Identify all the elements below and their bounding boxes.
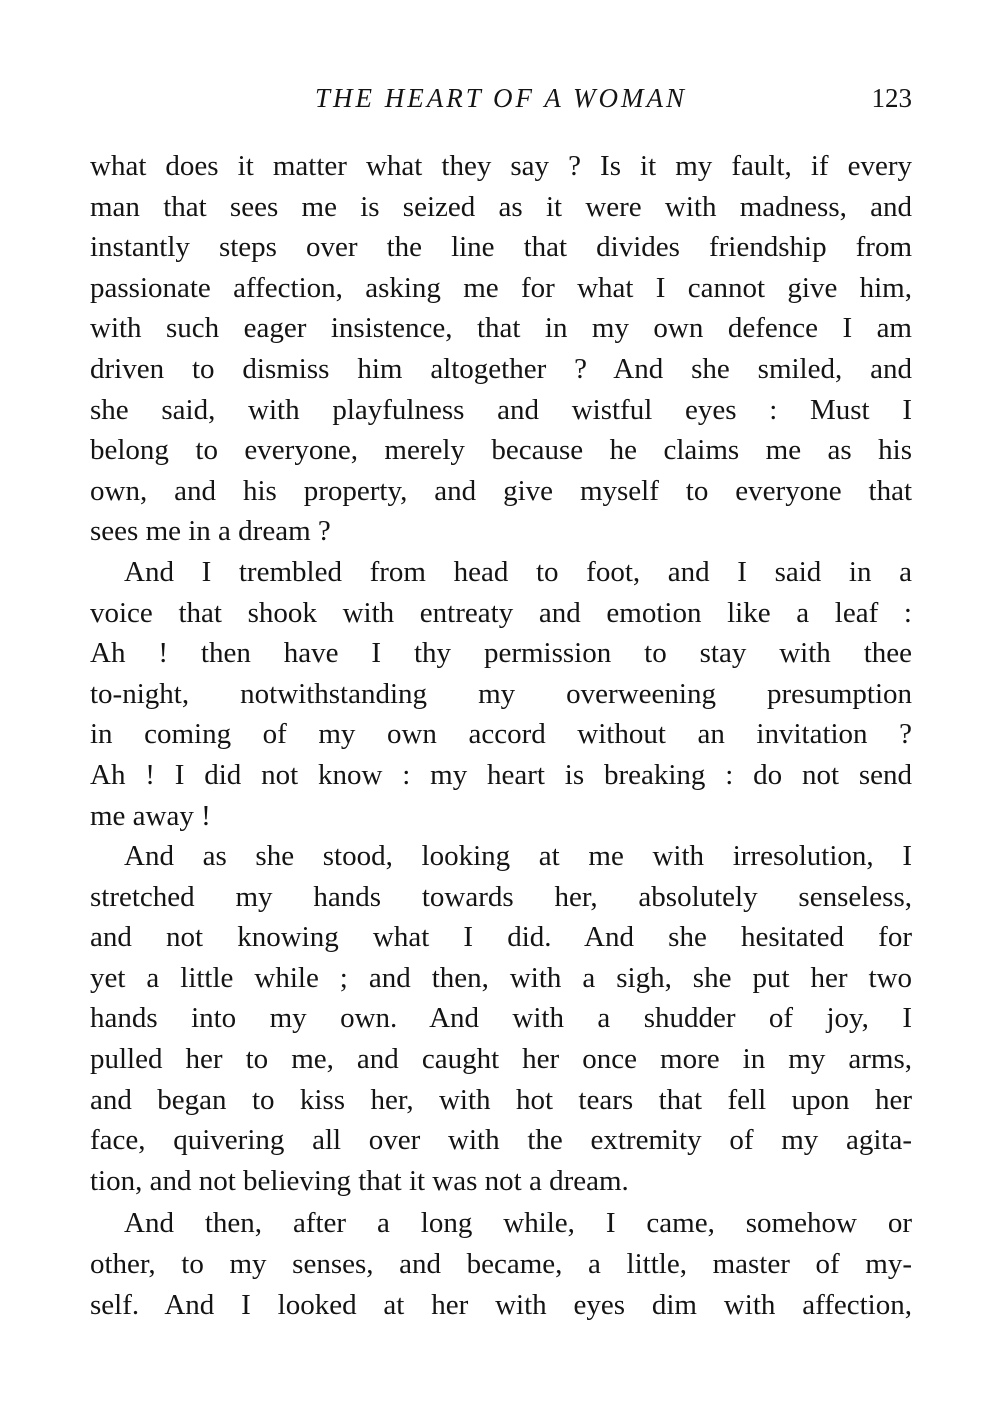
text-line: voice that shook with entreaty and emotion like a leaf :	[90, 596, 912, 629]
text-line: other, to my senses, and became, a little, master of my-	[90, 1248, 912, 1281]
text-line: tion, and not believing that it was not a dream.	[90, 1164, 629, 1197]
paragraph-2	[90, 552, 912, 836]
text-line: instantly steps over the line that divides friendship from	[90, 231, 912, 264]
text-line: sees me in a dream ?	[90, 515, 331, 548]
text-line: yet a little while ; and then, with a sigh, she put her two	[90, 961, 912, 994]
text-line: And as she stood, looking at me with irresolution, I	[124, 840, 912, 873]
text-line: And then, after a long while, I came, somehow or	[124, 1207, 912, 1240]
text-line: self. And I looked at her with eyes dim with affection,	[90, 1288, 912, 1321]
text-line: passionate affection, asking me for what I cannot give him,	[90, 271, 912, 304]
text-line: own, and his property, and give myself to everyone that	[90, 474, 912, 507]
page-number: 123	[871, 83, 912, 113]
paragraph-4	[90, 1203, 912, 1325]
text-line: man that sees me is seized as it were with madness, and	[90, 190, 912, 223]
text-line: with such eager insistence, that in my own defence I am	[90, 312, 912, 345]
text-line: she said, with playfulness and wistful eyes : Must I	[90, 393, 912, 426]
text-line: what does it matter what they say ? Is it my fault, if every	[90, 150, 912, 182]
running-head	[90, 78, 912, 118]
paragraph-1	[90, 146, 912, 552]
text-line: and began to kiss her, with hot tears that fell upon her	[90, 1083, 912, 1116]
text-line: And I trembled from head to foot, and I said in a	[124, 555, 912, 588]
text-line: pulled her to me, and caught her once more in my arms,	[90, 1043, 912, 1076]
text-line: Ah ! I did not know : my heart is breaking : do not send	[90, 758, 912, 791]
text-line: and not knowing what I did. And she hesitated for	[90, 921, 912, 954]
paragraph-3	[90, 836, 912, 1201]
body-text	[90, 146, 912, 1325]
text-line: me away !	[90, 799, 211, 832]
text-line: Ah ! then have I thy permission to stay with thee	[90, 637, 912, 670]
text-line: hands into my own. And with a shudder of joy, I	[90, 1002, 912, 1035]
text-line: stretched my hands towards her, absolutely senseless,	[90, 880, 912, 913]
text-line: to-night, notwithstanding my overweening presumption	[90, 677, 912, 710]
text-line: belong to everyone, merely because he claims me as his	[90, 434, 912, 467]
running-title: THE HEART OF A WOMAN	[314, 83, 687, 113]
text-line: driven to dismiss him altogether ? And she smiled, and	[90, 352, 912, 385]
text-line: in coming of my own accord without an invitation ?	[90, 718, 912, 751]
text-line: face, quivering all over with the extremity of my agita-	[90, 1124, 912, 1157]
